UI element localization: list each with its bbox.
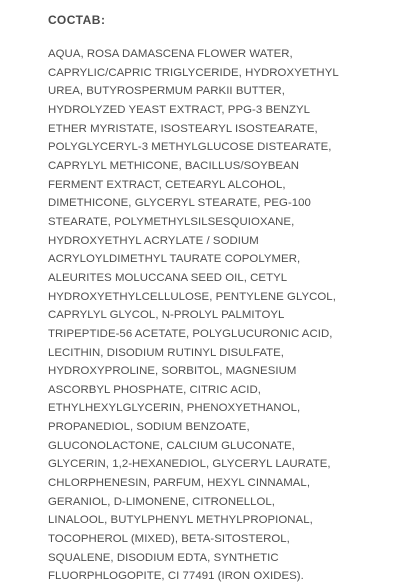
ingredient-line: TOCOPHEROL (MIXED), BETA-SITOSTEROL, (48, 533, 290, 546)
ingredient-line: DIMETHICONE, GLYCERYL STEARATE, PEG-100 (48, 197, 311, 210)
ingredient-line: CAPRYLYL METHICONE, BACILLUS/SOYBEAN (48, 159, 299, 172)
ingredient-line: CAPRYLIC/CAPRIC TRIGLYCERIDE, HYDROXYETHYL (48, 66, 339, 79)
ingredient-line: CAPRYLYL GLYCOL, N-PROLYL PALMITOYL (48, 309, 285, 322)
ingredient-line: AQUA, ROSA DAMASCENA FLOWER WATER, (48, 48, 293, 60)
ingredient-line: LECITHIN, DISODIUM RUTINYL DISULFATE, (48, 346, 285, 359)
ingredient-line: HYDROXYPROLINE, SORBITOL, MAGNESIUM (48, 365, 297, 378)
composition-heading: СОСТАВ: (48, 13, 106, 27)
ingredient-line: HYDROLYZED YEAST EXTRACT, PPG-3 BENZYL (48, 103, 311, 116)
ingredient-line: ETHYLHEXYLGLYCERIN, PHENOXYETHANOL, (48, 402, 301, 415)
ingredient-line: UREA, BUTYROSPERMUM PARKII BUTTER, (48, 85, 285, 98)
ingredient-line: HYDROXYETHYL ACRYLATE / SODIUM (48, 234, 259, 247)
ingredient-line: STEARATE, POLYMETHYLSILSESQUIOXANE, (48, 215, 295, 228)
ingredient-line: TRIPEPTIDE-56 ACETATE, POLYGLUCURONIC ACID, (48, 327, 333, 340)
ingredient-line: SQUALENE, DISODIUM EDTA, SYNTHETIC (48, 551, 279, 564)
ingredient-line: FLUORPHLOGOPITE, CI 77491 (IRON OXIDES). (48, 570, 304, 583)
ingredient-line: PROPANEDIOL, SODIUM BENZOATE, (48, 421, 250, 434)
ingredient-line: POLYGLYCERYL-3 METHYLGLUCOSE DISTEARATE, (48, 141, 332, 154)
ingredient-line: ALEURITES MOLUCCANA SEED OIL, CETYL (48, 271, 288, 284)
ingredients-list (48, 45, 393, 586)
ingredient-line: GLYCERIN, 1,2-HEXANEDIOL, GLYCERYL LAURATE, (48, 458, 331, 471)
ingredient-line: ACRYLOYLDIMETHYL TAURATE COPOLYMER, (48, 253, 301, 266)
ingredient-line: GERANIOL, D-LIMONENE, CITRONELLOL, (48, 495, 276, 508)
ingredient-line: GLUCONOLACTONE, CALCIUM GLUCONATE, (48, 439, 295, 452)
ingredient-line: HYDROXYETHYLCELLULOSE, PENTYLENE GLYCOL, (48, 290, 336, 303)
ingredient-line: ETHER MYRISTATE, ISOSTEARYL ISOSTEARATE, (48, 122, 318, 135)
ingredient-line: CHLORPHENESIN, PARFUM, HEXYL CINNAMAL, (48, 477, 311, 490)
ingredient-line: FERMENT EXTRACT, CETEARYL ALCOHOL, (48, 178, 286, 191)
ingredient-line: ASCORBYL PHOSPHATE, CITRIC ACID, (48, 383, 261, 396)
ingredient-line: LINALOOL, BUTYLPHENYL METHYLPROPIONAL, (48, 514, 313, 527)
